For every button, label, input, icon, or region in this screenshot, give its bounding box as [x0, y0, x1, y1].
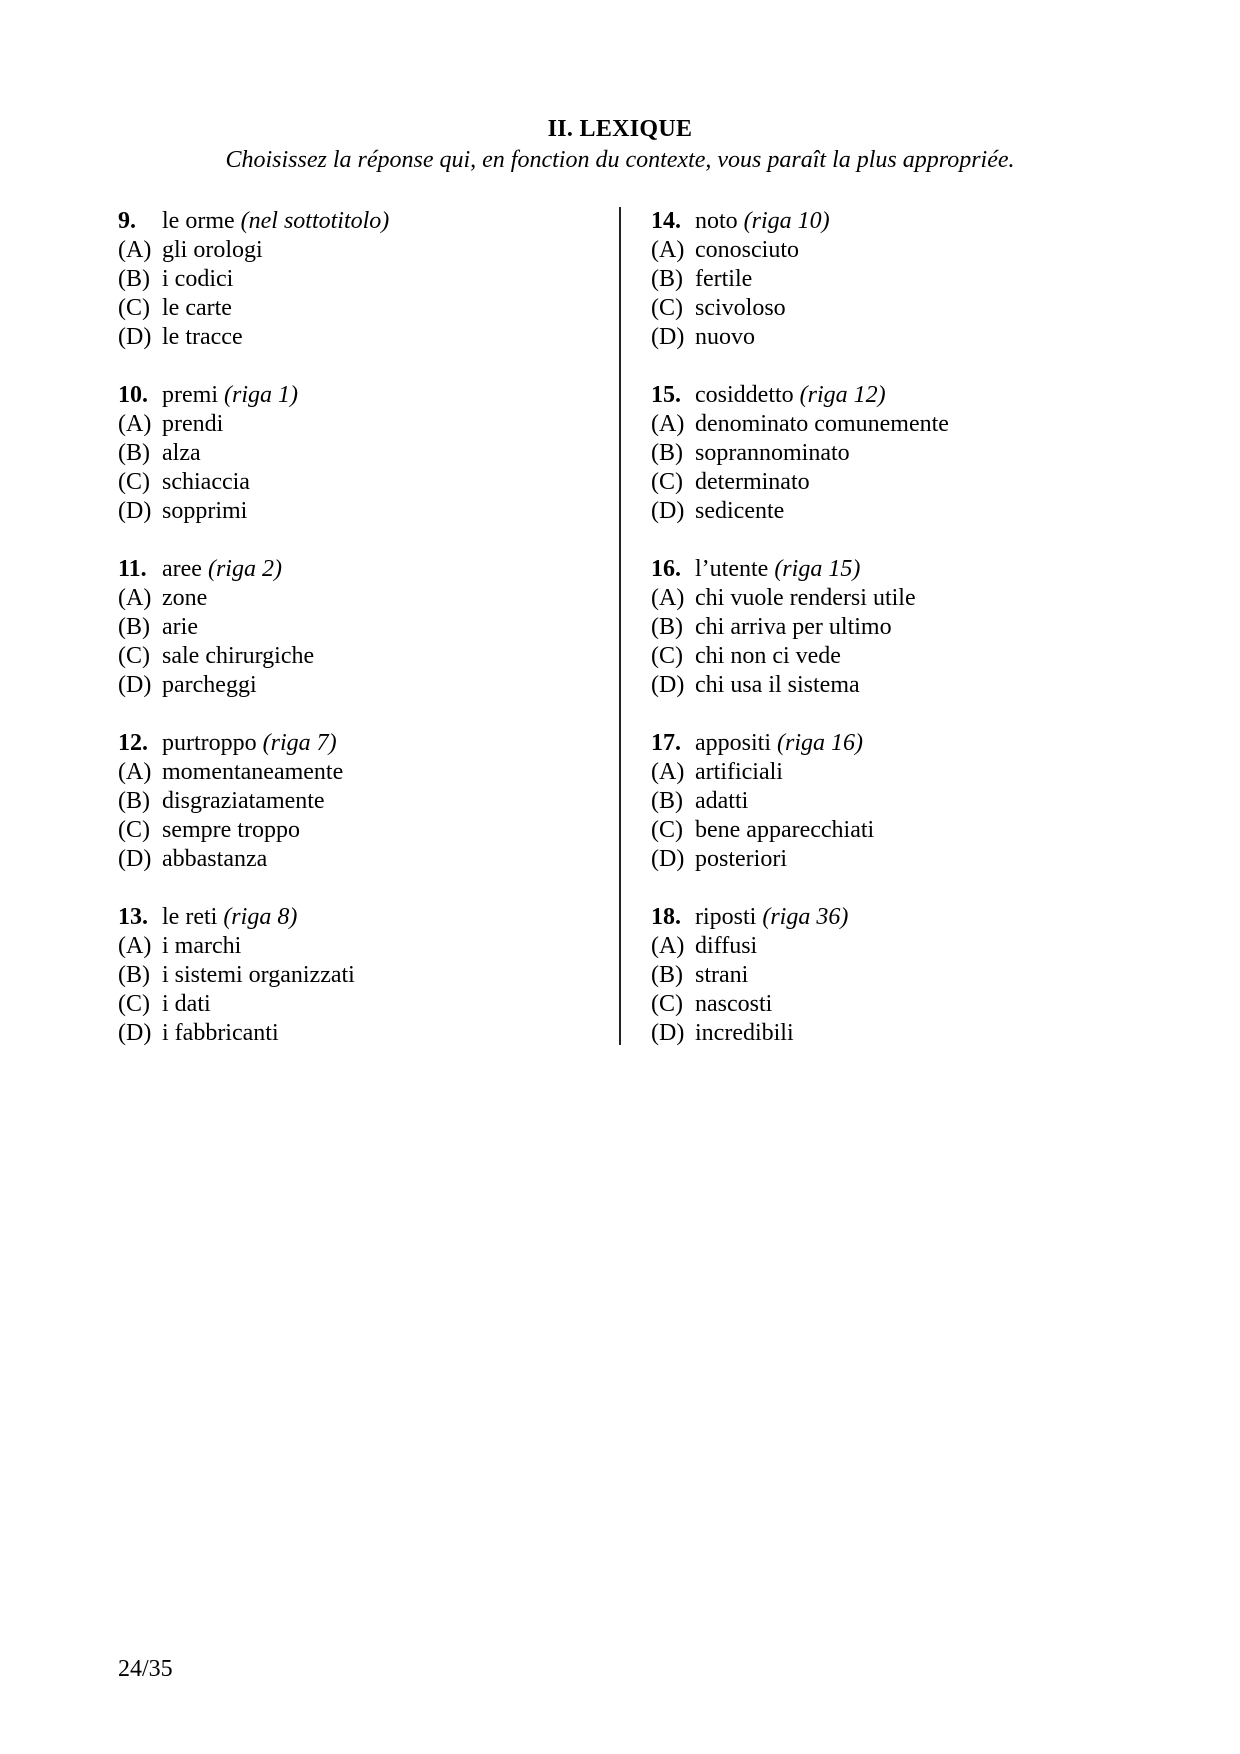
option-text: diffusi [695, 933, 758, 959]
option-letter: (D) [651, 1020, 685, 1046]
answer-option [651, 642, 1171, 671]
answer-option [651, 816, 1171, 845]
option-letter: (D) [118, 1020, 152, 1046]
option-text: le tracce [162, 324, 243, 350]
option-text: chi vuole rendersi utile [695, 585, 916, 611]
question-item [118, 207, 598, 381]
answer-option [651, 671, 1171, 700]
option-text: scivoloso [695, 295, 786, 321]
option-text: denominato comunemente [695, 411, 949, 437]
answer-option [651, 845, 1171, 874]
option-letter: (B) [118, 266, 150, 292]
question-heading [651, 555, 1171, 584]
option-letter: (A) [651, 585, 685, 611]
column-divider [619, 207, 621, 1045]
option-text: adatti [695, 788, 749, 814]
question-line-reference: (riga 1) [223, 382, 298, 408]
option-letter: (D) [651, 672, 685, 698]
question-number: 16. [651, 556, 681, 582]
option-letter: (C) [118, 991, 150, 1017]
option-letter: (C) [651, 295, 683, 321]
question-term: l’utente [695, 556, 769, 582]
option-letter: (C) [118, 469, 150, 495]
question-item [118, 555, 598, 729]
question-line-reference: (riga 36) [762, 904, 849, 930]
question-line-reference: (riga 10) [743, 208, 830, 234]
question-heading [118, 381, 598, 410]
answer-option [118, 497, 598, 526]
option-text: momentaneamente [162, 759, 344, 785]
option-text: determinato [695, 469, 810, 495]
question-term: cosiddetto [695, 382, 794, 408]
question-heading [651, 381, 1171, 410]
question-line-reference: (riga 2) [207, 556, 282, 582]
answer-option [651, 410, 1171, 439]
question-line-reference: (riga 16) [777, 730, 863, 756]
option-letter: (D) [118, 846, 152, 872]
answer-option [651, 961, 1171, 990]
question-term: riposti [695, 904, 757, 930]
question-number: 18. [651, 904, 681, 930]
option-letter: (B) [651, 440, 683, 466]
option-text: gli orologi [162, 237, 263, 263]
option-letter: (A) [651, 759, 685, 785]
question-heading [651, 207, 1171, 236]
answer-option [118, 265, 598, 294]
question-term: appositi [695, 730, 771, 756]
option-letter: (C) [118, 295, 150, 321]
option-text: bene apparecchiati [695, 817, 875, 843]
question-number: 17. [651, 730, 681, 756]
question-number: 11. [118, 556, 147, 582]
option-text: soprannominato [695, 440, 850, 466]
option-text: le carte [162, 295, 232, 321]
section-instructions: Choisissez la réponse qui, en fonction du contexte, vous paraît la plus appropriée. [225, 147, 1015, 173]
question-line-reference: (nel sottotitolo) [240, 208, 390, 234]
answer-option [118, 758, 598, 787]
question-heading [118, 207, 598, 236]
question-number: 15. [651, 382, 681, 408]
option-letter: (B) [651, 788, 683, 814]
questions-column-right [651, 207, 1171, 1077]
option-letter: (B) [651, 614, 683, 640]
option-letter: (C) [651, 817, 683, 843]
option-text: incredibili [695, 1020, 794, 1046]
option-letter: (B) [118, 788, 150, 814]
option-letter: (A) [651, 237, 685, 263]
option-letter: (B) [651, 962, 683, 988]
question-line-reference: (riga 15) [774, 556, 861, 582]
question-term: purtroppo [162, 730, 257, 756]
option-text: strani [695, 962, 749, 988]
question-number: 14. [651, 208, 681, 234]
option-text: sale chirurgiche [162, 643, 315, 669]
option-letter: (A) [651, 411, 685, 437]
answer-option [118, 468, 598, 497]
answer-option [118, 671, 598, 700]
option-text: artificiali [695, 759, 783, 785]
question-item [651, 729, 1171, 903]
option-text: fertile [695, 266, 753, 292]
option-letter: (C) [651, 469, 683, 495]
option-text: i marchi [162, 933, 242, 959]
option-letter: (C) [651, 991, 683, 1017]
option-letter: (D) [651, 498, 685, 524]
question-item [118, 903, 598, 1077]
answer-option [118, 236, 598, 265]
option-letter: (B) [118, 962, 150, 988]
option-letter: (A) [118, 585, 152, 611]
question-term: aree [162, 556, 202, 582]
question-term: premi [162, 382, 218, 408]
option-text: nascosti [695, 991, 773, 1017]
option-text: disgraziatamente [162, 788, 325, 814]
option-text: parcheggi [162, 672, 257, 698]
page-number: 24/35 [118, 1656, 173, 1682]
option-text: i codici [162, 266, 234, 292]
option-text: i dati [162, 991, 211, 1017]
option-text: sopprimi [162, 498, 248, 524]
answer-option [118, 613, 598, 642]
answer-option [118, 439, 598, 468]
answer-option [651, 439, 1171, 468]
option-text: prendi [162, 411, 224, 437]
option-letter: (B) [651, 266, 683, 292]
answer-option [118, 294, 598, 323]
answer-option [651, 758, 1171, 787]
answer-option [651, 787, 1171, 816]
question-heading [651, 903, 1171, 932]
option-letter: (D) [651, 846, 685, 872]
answer-option [651, 497, 1171, 526]
question-number: 12. [118, 730, 148, 756]
option-letter: (D) [651, 324, 685, 350]
option-text: sempre troppo [162, 817, 300, 843]
answer-option [651, 294, 1171, 323]
option-text: i sistemi organizzati [162, 962, 355, 988]
option-letter: (B) [118, 440, 150, 466]
option-text: i fabbricanti [162, 1020, 279, 1046]
option-text: nuovo [695, 324, 755, 350]
option-letter: (C) [118, 817, 150, 843]
answer-option [651, 265, 1171, 294]
option-text: conosciuto [695, 237, 799, 263]
option-text: abbastanza [162, 846, 268, 872]
answer-option [118, 816, 598, 845]
answer-option [118, 845, 598, 874]
question-number: 10. [118, 382, 148, 408]
question-line-reference: (riga 8) [223, 904, 298, 930]
option-letter: (C) [118, 643, 150, 669]
answer-option [118, 410, 598, 439]
option-letter: (A) [118, 237, 152, 263]
question-line-reference: (riga 7) [262, 730, 337, 756]
option-text: chi arriva per ultimo [695, 614, 892, 640]
option-letter: (D) [118, 324, 152, 350]
question-item [651, 903, 1171, 1077]
answer-option [651, 323, 1171, 352]
answer-option [651, 932, 1171, 961]
question-line-reference: (riga 12) [799, 382, 886, 408]
answer-option [651, 468, 1171, 497]
question-heading [118, 729, 598, 758]
option-letter: (B) [118, 614, 150, 640]
question-term: noto [695, 208, 738, 234]
option-text: alza [162, 440, 201, 466]
question-item [651, 207, 1171, 381]
option-text: zone [162, 585, 208, 611]
option-letter: (A) [651, 933, 685, 959]
question-heading [651, 729, 1171, 758]
answer-option [651, 990, 1171, 1019]
answer-option [118, 990, 598, 1019]
question-number: 9. [118, 208, 136, 234]
answer-option [118, 1019, 598, 1048]
answer-option [651, 1019, 1171, 1048]
question-item [118, 381, 598, 555]
answer-option [118, 584, 598, 613]
question-heading [118, 903, 598, 932]
answer-option [118, 961, 598, 990]
question-heading [118, 555, 598, 584]
question-item [118, 729, 598, 903]
option-letter: (A) [118, 759, 152, 785]
question-item [651, 381, 1171, 555]
question-term: le reti [162, 904, 218, 930]
answer-option [118, 787, 598, 816]
option-text: chi usa il sistema [695, 672, 860, 698]
question-item [651, 555, 1171, 729]
option-letter: (A) [118, 411, 152, 437]
question-number: 13. [118, 904, 148, 930]
answer-option [118, 642, 598, 671]
option-text: schiaccia [162, 469, 250, 495]
answer-option [651, 236, 1171, 265]
option-text: sedicente [695, 498, 785, 524]
option-text: arie [162, 614, 198, 640]
question-term: le orme [162, 208, 235, 234]
option-text: chi non ci vede [695, 643, 841, 669]
questions-column-left [118, 207, 598, 1077]
answer-option [118, 323, 598, 352]
answer-option [651, 584, 1171, 613]
answer-option [118, 932, 598, 961]
answer-option [651, 613, 1171, 642]
section-title: II. LEXIQUE [547, 116, 693, 142]
option-letter: (D) [118, 498, 152, 524]
option-letter: (C) [651, 643, 683, 669]
option-letter: (A) [118, 933, 152, 959]
option-letter: (D) [118, 672, 152, 698]
option-text: posteriori [695, 846, 787, 872]
